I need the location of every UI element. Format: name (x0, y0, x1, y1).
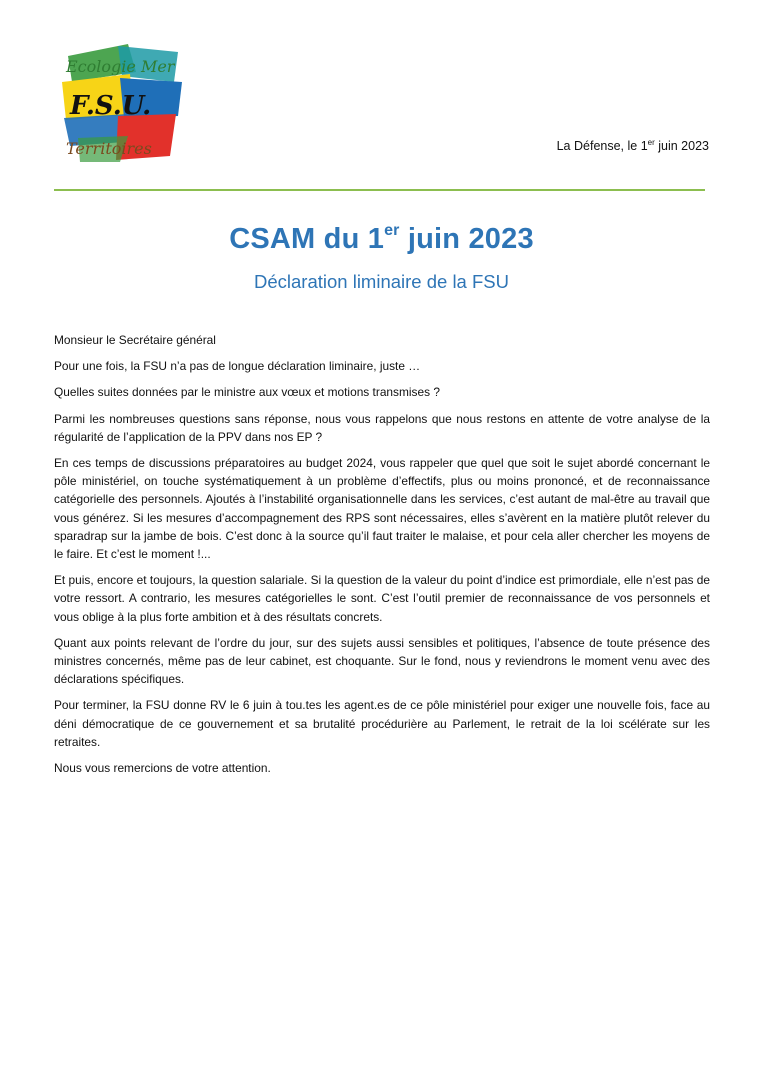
paragraph: Parmi les nombreuses questions sans réponse, nous vous rappelons que nous restons en attente de votre analyse de la régularité de l’application de la PPV dans nos EP ? (54, 411, 710, 444)
paragraph: Quelles suites données par le ministre aux vœux et motions transmises ? (54, 385, 440, 400)
declaration-body (54, 331, 710, 785)
paragraph: Quant aux points relevant de l’ordre du jour, sur des sujets aussi sensibles et politiques, l’absence de toute présence des ministres concernés, même pas de leur cabinet, est choquante. Sur le fond, nous y reviendrons le moment venu avec des déclarations spécifiques. (54, 635, 710, 687)
page-title (0, 222, 763, 256)
date-sup: er (647, 138, 655, 147)
paragraph: Pour terminer, la FSU donne RV le 6 juin à tou.tes les agent.es de ce pôle ministériel pour exiger une nouvelle fois, face au déni démocratique de ce gouvernement et sa brutalité procédurière au Parlement, le retrait de la loi scélérate sur les retraites. (54, 698, 710, 749)
page-subtitle: Déclaration liminaire de la FSU (254, 271, 509, 292)
paragraph: Monsieur le Secrétaire général (54, 333, 216, 347)
paragraph: Pour une fois, la FSU n’a pas de longue déclaration liminaire, juste … (54, 359, 421, 374)
logo-text-top: Ecologie Mer (66, 57, 175, 76)
paragraph: Nous vous remercions de votre attention. (54, 761, 271, 776)
logo-graphic (58, 38, 188, 166)
paragraph: En ces temps de discussions préparatoires au budget 2024, vous rappeler que quel que soit le sujet abordé concernant le pôle ministériel, on touche systématiquement à un problème d’effectifs, plus ou moins prononcé, et de reconnaissance catégorielle des personnels. Ajoutés à l’instabilité organisationnelle dans les services, c’est autant de mal-être au travail que vous générez. Si les mesures d’accompagnement des RPS sont nécessaires, elles s’avèrent en la matière plutôt relever du sparadrap sur la jambe de bois. C’est donc à la source qu’il faut traiter le malaise, et pour cela aller chercher les moyens de le faire. Et c’est le moment !... (54, 456, 710, 562)
dateline (557, 138, 709, 153)
date-suffix: juin 2023 (654, 139, 709, 153)
logo-text-bottom: Territoires (66, 139, 152, 158)
title-prefix: CSAM du 1 (229, 223, 385, 255)
title-suffix: juin 2023 (399, 223, 534, 255)
paragraph: Et puis, encore et toujours, la question salariale. Si la question de la valeur du point d’indice est primordiale, elle n’est pas de votre ressort. A contrario, les mesures catégorielles le sont. C’est l’outil premier de reconnaissance de vos personnels et vous oblige à la plus forte ambition et à des résultats concrets. (54, 573, 710, 624)
date-prefix: La Défense, le 1 (556, 139, 648, 153)
header-divider (54, 189, 705, 191)
logo-text-mid: F.S.U. (70, 91, 152, 121)
title-sup: er (384, 222, 400, 239)
fsu-logo (58, 38, 188, 166)
